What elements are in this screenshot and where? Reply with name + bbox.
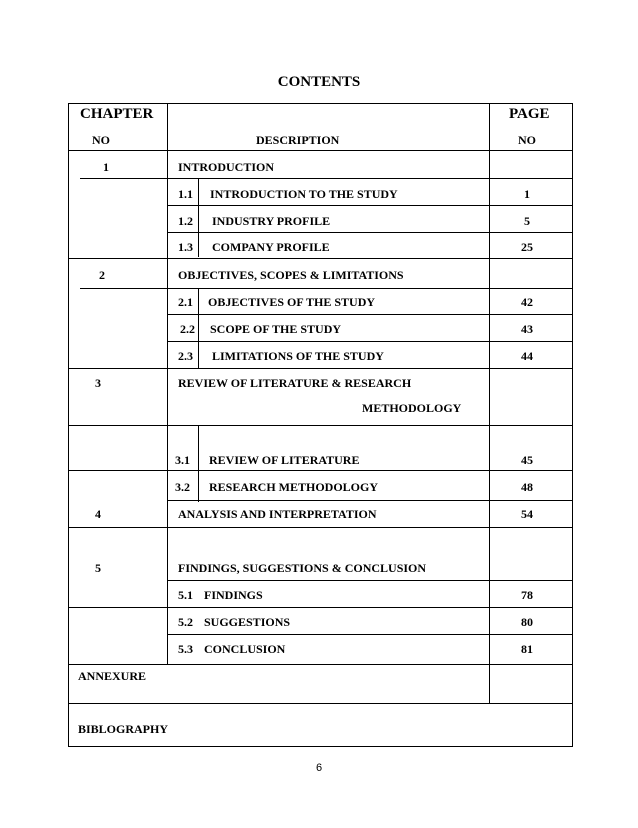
chapter-number: 1 <box>103 160 109 174</box>
chapter-no-header: NO <box>92 133 110 147</box>
page-title: CONTENTS <box>277 74 361 90</box>
row-divider <box>68 607 168 608</box>
row-divider <box>167 178 573 179</box>
row-divider <box>167 634 573 635</box>
row-divider <box>167 500 573 501</box>
page-no-header: NO <box>518 133 536 147</box>
chapter-number: 5 <box>95 561 101 575</box>
section-title: REVIEW OF LITERATURE <box>209 453 360 467</box>
row-divider <box>68 425 573 426</box>
description-header: DESCRIPTION <box>256 133 340 147</box>
page-number: 81 <box>521 642 533 656</box>
page-number: 80 <box>521 615 533 629</box>
section-title: SUGGESTIONS <box>204 615 291 629</box>
row-divider <box>68 664 573 665</box>
row-divider <box>167 580 573 581</box>
annexure-label: ANNEXURE <box>78 669 147 683</box>
row-divider <box>167 205 573 206</box>
row-divider <box>167 288 573 289</box>
section-number: 5.1 <box>178 588 193 602</box>
chapter-title: OBJECTIVES, SCOPES & LIMITATIONS <box>178 268 404 282</box>
page-number: 54 <box>521 507 533 521</box>
row-divider <box>68 470 573 471</box>
section-number: 5.3 <box>178 642 193 656</box>
section-number: 3.2 <box>175 480 190 494</box>
column-divider <box>198 425 199 502</box>
page-number: 78 <box>521 588 533 602</box>
row-divider <box>80 288 168 289</box>
section-title: CONCLUSION <box>204 642 286 656</box>
section-number: 2.1 <box>178 295 193 309</box>
page-header: PAGE <box>509 106 550 122</box>
section-title: INTRODUCTION TO THE STUDY <box>210 187 398 201</box>
column-divider <box>198 178 199 257</box>
page-number: 25 <box>521 240 533 254</box>
section-title: SCOPE OF THE STUDY <box>210 322 342 336</box>
page-number: 48 <box>521 480 533 494</box>
chapter-title: FINDINGS, SUGGESTIONS & CONCLUSION <box>178 561 427 575</box>
page-number: 44 <box>521 349 533 363</box>
chapter-title: ANALYSIS AND INTERPRETATION <box>178 507 377 521</box>
chapter-header: CHAPTER <box>80 106 154 122</box>
section-number: 2.3 <box>178 349 193 363</box>
section-number: 3.1 <box>175 453 190 467</box>
section-number: 1.2 <box>178 214 193 228</box>
section-title: INDUSTRY PROFILE <box>212 214 331 228</box>
column-divider <box>489 103 490 703</box>
chapter-number: 4 <box>95 507 101 521</box>
column-divider <box>198 288 199 368</box>
row-divider <box>167 314 573 315</box>
section-title: FINDINGS <box>204 588 263 602</box>
row-divider <box>68 703 573 704</box>
page-number: 43 <box>521 322 533 336</box>
page-number: 42 <box>521 295 533 309</box>
section-number: 1.3 <box>178 240 193 254</box>
page-number-footer: 6 <box>315 762 323 774</box>
row-divider <box>68 527 573 528</box>
section-title: COMPANY PROFILE <box>212 240 330 254</box>
chapter-number: 3 <box>95 376 101 390</box>
section-title: RESEARCH METHODOLOGY <box>209 480 379 494</box>
section-number: 1.1 <box>178 187 193 201</box>
page-number: 5 <box>524 214 530 228</box>
section-number: 2.2 <box>180 322 195 336</box>
bibliography-label: BIBLOGRAPHY <box>78 722 169 736</box>
row-divider <box>167 232 573 233</box>
page-number: 1 <box>524 187 530 201</box>
chapter-title: REVIEW OF LITERATURE & RESEARCH <box>178 376 412 390</box>
row-divider <box>68 258 573 259</box>
section-number: 5.2 <box>178 615 193 629</box>
page-number: 45 <box>521 453 533 467</box>
row-divider <box>167 607 573 608</box>
row-divider <box>68 368 573 369</box>
row-divider <box>80 178 168 179</box>
chapter-title-continued: METHODOLOGY <box>362 401 462 415</box>
chapter-number: 2 <box>99 268 105 282</box>
section-title: OBJECTIVES OF THE STUDY <box>208 295 376 309</box>
section-title: LIMITATIONS OF THE STUDY <box>212 349 384 363</box>
chapter-title: INTRODUCTION <box>178 160 275 174</box>
row-divider <box>68 150 573 151</box>
row-divider <box>167 341 573 342</box>
